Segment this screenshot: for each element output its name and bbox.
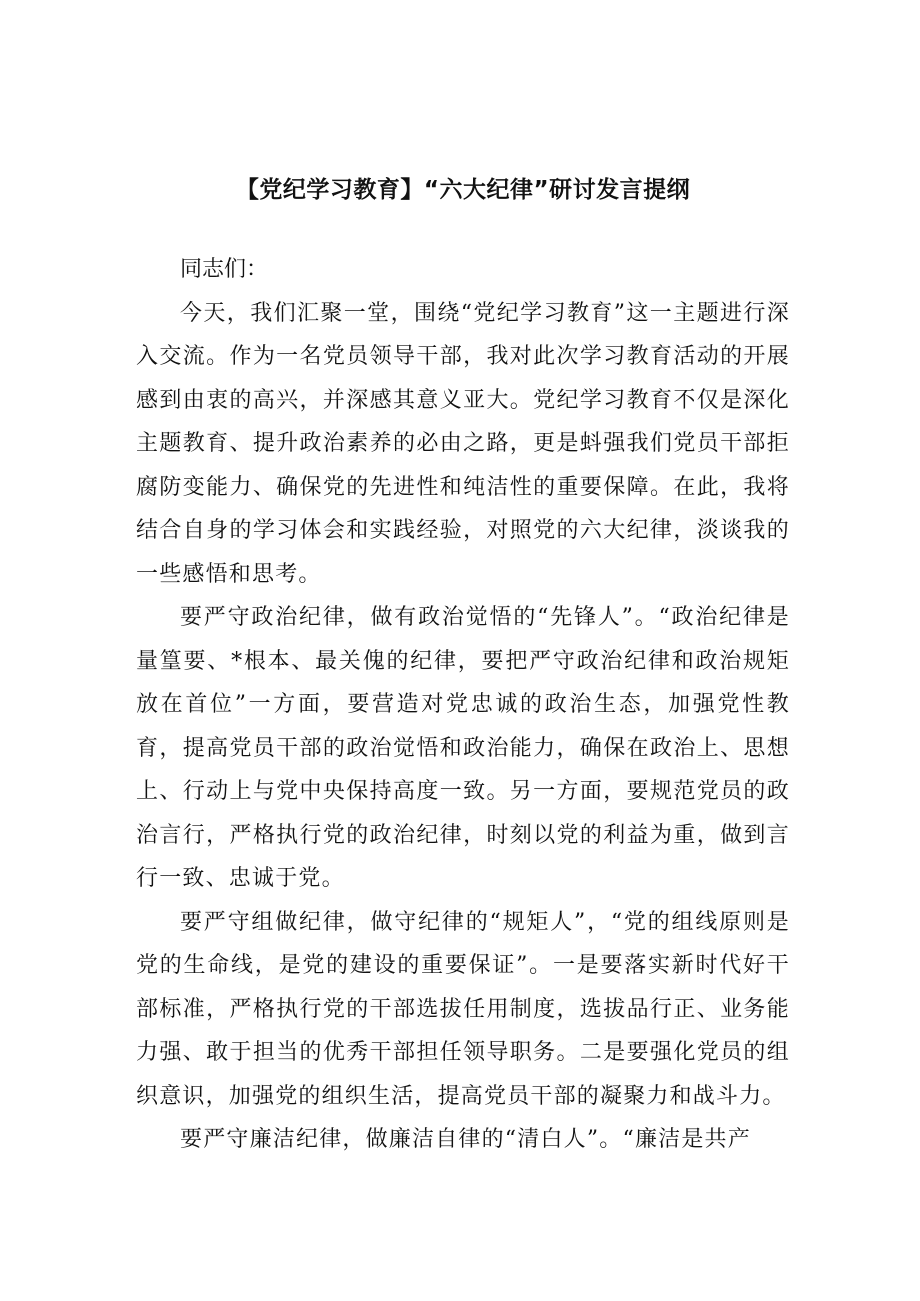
- greeting: 同志们：: [180, 257, 269, 282]
- paragraph-intro: 今天，我们汇聚一堂，围绕“党纪学习教育”这一主题进行深入交流。作为一名党员领导干部，我对此次学习教育活动的开展感到由衷的高兴，并深感其意义亚大。党纪学习教育不仅是深化主题教育、提升政治素养的必由之路，更是蚪强我们党员干部拒腐防变能力、确保党的先进性和纯洁性的重要保障。在此，我将结合自身的学习体会和实践经验，对照党的六大纪律，淡谈我的一些感悟和思考。: [136, 300, 790, 587]
- paragraph-organizational-discipline: 要严守组做纪律，做守纪律的“规矩人”，“党的组线原则是党的生命线，是党的建设的重要保证”。一是要落实新时代好干部标准，严格执行党的干部选拔任用制度，选拔品行正、业务能力强、敢于担当的优秀干部担任领导职务。二是要强化党员的组织意识，加强党的组织生活，提高党员干部的凝聚力和战斗力。: [136, 909, 790, 1109]
- document-title: 【党纪学习教育】“六大纪律”研讨发言提纲: [235, 177, 691, 203]
- paragraph-political-discipline: 要严守政治纪律，做有政治觉悟的“先锋人”。“政治纪律是量篁要、*根本、最关傀的纪律，要把严守政治纪律和政治规矩放在首位”一方面，要营造对党忠诚的政治生态，加强党性教育，提高党员干部的政治觉悟和政治能力，确保在政治上、思想上、行动上与党中央保持高度一致。另一方面，要规范党员的政治言行，严格执行党的政治纪律，时刻以党的利益为重，做到言行一致、忠诚于党。: [136, 605, 790, 891]
- paragraph-integrity-discipline: 要严守廉洁纪律，做廉洁自律的“清白人”。“廉洁是共产: [180, 1127, 751, 1152]
